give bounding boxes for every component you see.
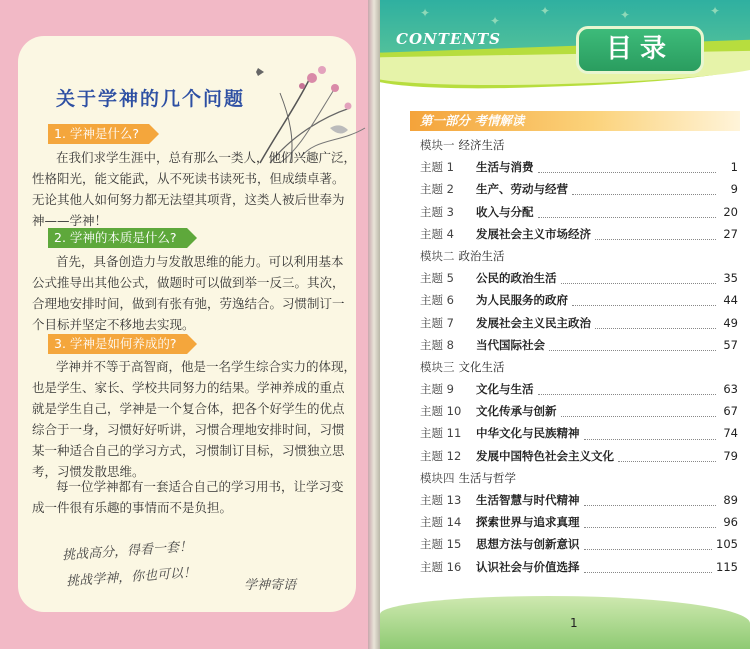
- table-of-contents: [420, 134, 738, 578]
- toc-module-name: 生活与哲学: [458, 470, 516, 485]
- toc-topic[interactable]: [420, 378, 738, 400]
- toc-page-number: 27: [723, 226, 738, 241]
- toc-topic-label: 主题 8: [420, 337, 454, 352]
- toc-topic-name: 为人民服务的政府: [476, 293, 568, 308]
- toc-module-label: 模块二: [420, 248, 455, 263]
- toc-page-number: 115: [716, 559, 738, 574]
- toc-topic[interactable]: [420, 178, 738, 200]
- mulu-title: 目录: [576, 26, 704, 74]
- toc-topic-name: 生产、劳动与经营: [476, 182, 568, 197]
- toc-module-name: 政治生活: [458, 248, 505, 263]
- toc-page-number: 96: [723, 515, 738, 530]
- toc-topic-name: 发展中国特色社会主义文化: [476, 448, 614, 463]
- right-page: [380, 0, 750, 649]
- toc-page-number: 35: [723, 271, 738, 286]
- toc-page-number: 1: [730, 160, 738, 175]
- toc-topic-label: 主题 3: [420, 204, 454, 219]
- toc-topic-name: 认识社会与价值选择: [476, 559, 580, 574]
- handwriting-line-1: 挑战高分，得看一套！: [61, 539, 193, 564]
- question-1-banner: 1. 学神是什么?: [48, 124, 149, 144]
- leader-dots: [561, 405, 717, 417]
- toc-topic-name: 收入与分配: [476, 204, 534, 219]
- toc-topic-label: 主题 15: [420, 537, 462, 552]
- toc-topic[interactable]: [420, 156, 738, 178]
- toc-topic-label: 主题 14: [420, 515, 462, 530]
- toc-topic-name: 生活与消费: [476, 160, 534, 175]
- leader-dots: [538, 161, 717, 173]
- toc-topic-label: 主题 9: [420, 382, 454, 397]
- star-icon: ✦: [490, 14, 501, 28]
- page-number: 1: [570, 616, 578, 630]
- star-icon: ✦: [420, 6, 431, 20]
- toc-topic-label: 主题 11: [420, 426, 462, 441]
- toc-topic[interactable]: [420, 312, 738, 334]
- toc-topic[interactable]: [420, 334, 738, 356]
- toc-module-label: 模块三: [420, 359, 455, 374]
- toc-page-number: 67: [723, 404, 738, 419]
- toc-module[interactable]: [420, 467, 738, 489]
- star-icon: ✦: [710, 4, 721, 18]
- toc-topic-name: 当代国际社会: [476, 337, 545, 352]
- toc-topic[interactable]: [420, 511, 738, 533]
- part-banner: 第一部分 考情解读: [410, 111, 740, 131]
- toc-topic-name: 探索世界与追求真理: [476, 515, 580, 530]
- toc-page-number: 74: [723, 426, 738, 441]
- leader-dots: [561, 272, 717, 284]
- toc-topic[interactable]: [420, 489, 738, 511]
- toc-module-name: 经济生活: [458, 138, 505, 152]
- toc-topic-name: 文化传承与创新: [476, 404, 557, 419]
- handwriting-line-2: 挑战学神，你也可以！: [65, 565, 197, 590]
- toc-module[interactable]: [420, 245, 738, 267]
- leader-dots: [595, 228, 716, 240]
- toc-topic-label: 主题 6: [420, 293, 454, 308]
- toc-page-number: 9: [730, 182, 738, 197]
- toc-topic-label: 主题 7: [420, 315, 454, 330]
- leader-dots: [584, 428, 717, 440]
- toc-module-name: 文化生活: [458, 359, 505, 374]
- leader-dots: [572, 183, 716, 195]
- toc-module[interactable]: [420, 356, 738, 378]
- question-3-banner: 3. 学神是如何养成的?: [48, 334, 187, 354]
- toc-page-number: 105: [716, 537, 738, 552]
- leader-dots: [572, 294, 716, 306]
- toc-topic-name: 发展社会主义民主政治: [476, 315, 591, 330]
- foreword-title: 关于学神的几个问题: [56, 88, 246, 110]
- toc-topic[interactable]: [420, 533, 738, 555]
- toc-topic[interactable]: [420, 422, 738, 444]
- star-icon: ✦: [620, 8, 631, 22]
- toc-topic-name: 发展社会主义市场经济: [476, 226, 591, 241]
- answer-2-paragraph: 首先，具备创造力与发散思维的能力。可以利用基本 公式推导出其他公式，做题时可以做到举一反三。其次， 合理地安排时间，做到有张有弛，劳逸结合。习惯制订一 个目标并坚定不移地去实现。: [32, 254, 345, 332]
- contents-heading: CONTENTS: [396, 30, 502, 48]
- toc-page-number: 63: [723, 382, 738, 397]
- closing-paragraph: 每一位学神都有一套适合自己的学习用书，让学习变 成一件很有乐趣的事情而不是负担。: [32, 479, 344, 515]
- toc-page-number: 44: [723, 293, 738, 308]
- toc-topic[interactable]: [420, 400, 738, 422]
- toc-page-number: 79: [723, 448, 738, 463]
- star-icon: ✦: [540, 4, 551, 18]
- toc-topic-label: 主题 13: [420, 493, 462, 507]
- footer-hill: [380, 596, 750, 649]
- leader-dots: [618, 450, 716, 462]
- toc-topic[interactable]: [420, 223, 738, 245]
- leader-dots: [584, 561, 713, 573]
- toc-module-label: 模块一: [420, 138, 455, 152]
- toc-page-number: 49: [723, 315, 738, 330]
- toc-module[interactable]: [420, 134, 738, 156]
- toc-page-number: 57: [723, 337, 738, 352]
- leader-dots: [584, 516, 717, 528]
- answer-3-paragraph: 学神并不等于高智商，他是一名学生综合实力的体现， 也是学生、家长、学校共同努力的结果。学神养成的重点 就是学生自己，学神是一个复合体，把各个好学生的优点 综合于一身，习惯好好听讲，习惯合理地安排时间，习惯 某一种适合自己的学习方式，习惯制订目标，习惯独立思 考，习惯发散思维。: [32, 359, 357, 479]
- toc-topic[interactable]: [420, 289, 738, 311]
- toc-topic-name: 生活智慧与时代精神: [476, 493, 580, 507]
- toc-module-label: 模块四: [420, 470, 455, 485]
- question-2-banner: 2. 学神的本质是什么?: [48, 228, 187, 248]
- toc-topic[interactable]: [420, 445, 738, 467]
- toc-topic-name: 文化与生活: [476, 382, 534, 397]
- handwriting-signature: 学神寄语: [244, 578, 297, 593]
- book-spine: [368, 0, 380, 649]
- toc-topic-label: 主题 10: [420, 404, 462, 419]
- left-page: [0, 0, 372, 649]
- leader-dots: [595, 317, 716, 329]
- toc-topic[interactable]: [420, 556, 738, 578]
- toc-page-number: 89: [723, 493, 738, 507]
- toc-topic-label: 主题 12: [420, 448, 462, 463]
- toc-topic-name: 公民的政治生活: [476, 271, 557, 286]
- leader-dots: [584, 494, 717, 506]
- toc-topic-label: 主题 5: [420, 271, 454, 286]
- toc-topic-label: 主题 2: [420, 182, 454, 197]
- leader-dots: [584, 538, 713, 550]
- toc-page-number: 20: [723, 204, 738, 219]
- toc-topic[interactable]: [420, 201, 738, 223]
- toc-topic-label: 主题 4: [420, 226, 454, 241]
- toc-topic-name: 思想方法与创新意识: [476, 537, 580, 552]
- leader-dots: [549, 339, 716, 351]
- toc-topic-name: 中华文化与民族精神: [476, 426, 580, 441]
- leader-dots: [538, 206, 717, 218]
- toc-topic-label: 主题 1: [420, 160, 454, 175]
- answer-1-paragraph: 在我们求学生涯中，总有那么一类人，他们兴趣广泛， 性格阳光，能文能武，从不死读书读死书，但成绩卓著。 无论其他人如何努力都无法望其项背，这类人被后世奉为 神——学神！: [32, 150, 357, 228]
- toc-topic-label: 主题 16: [420, 559, 462, 574]
- leader-dots: [538, 383, 717, 395]
- toc-topic[interactable]: [420, 267, 738, 289]
